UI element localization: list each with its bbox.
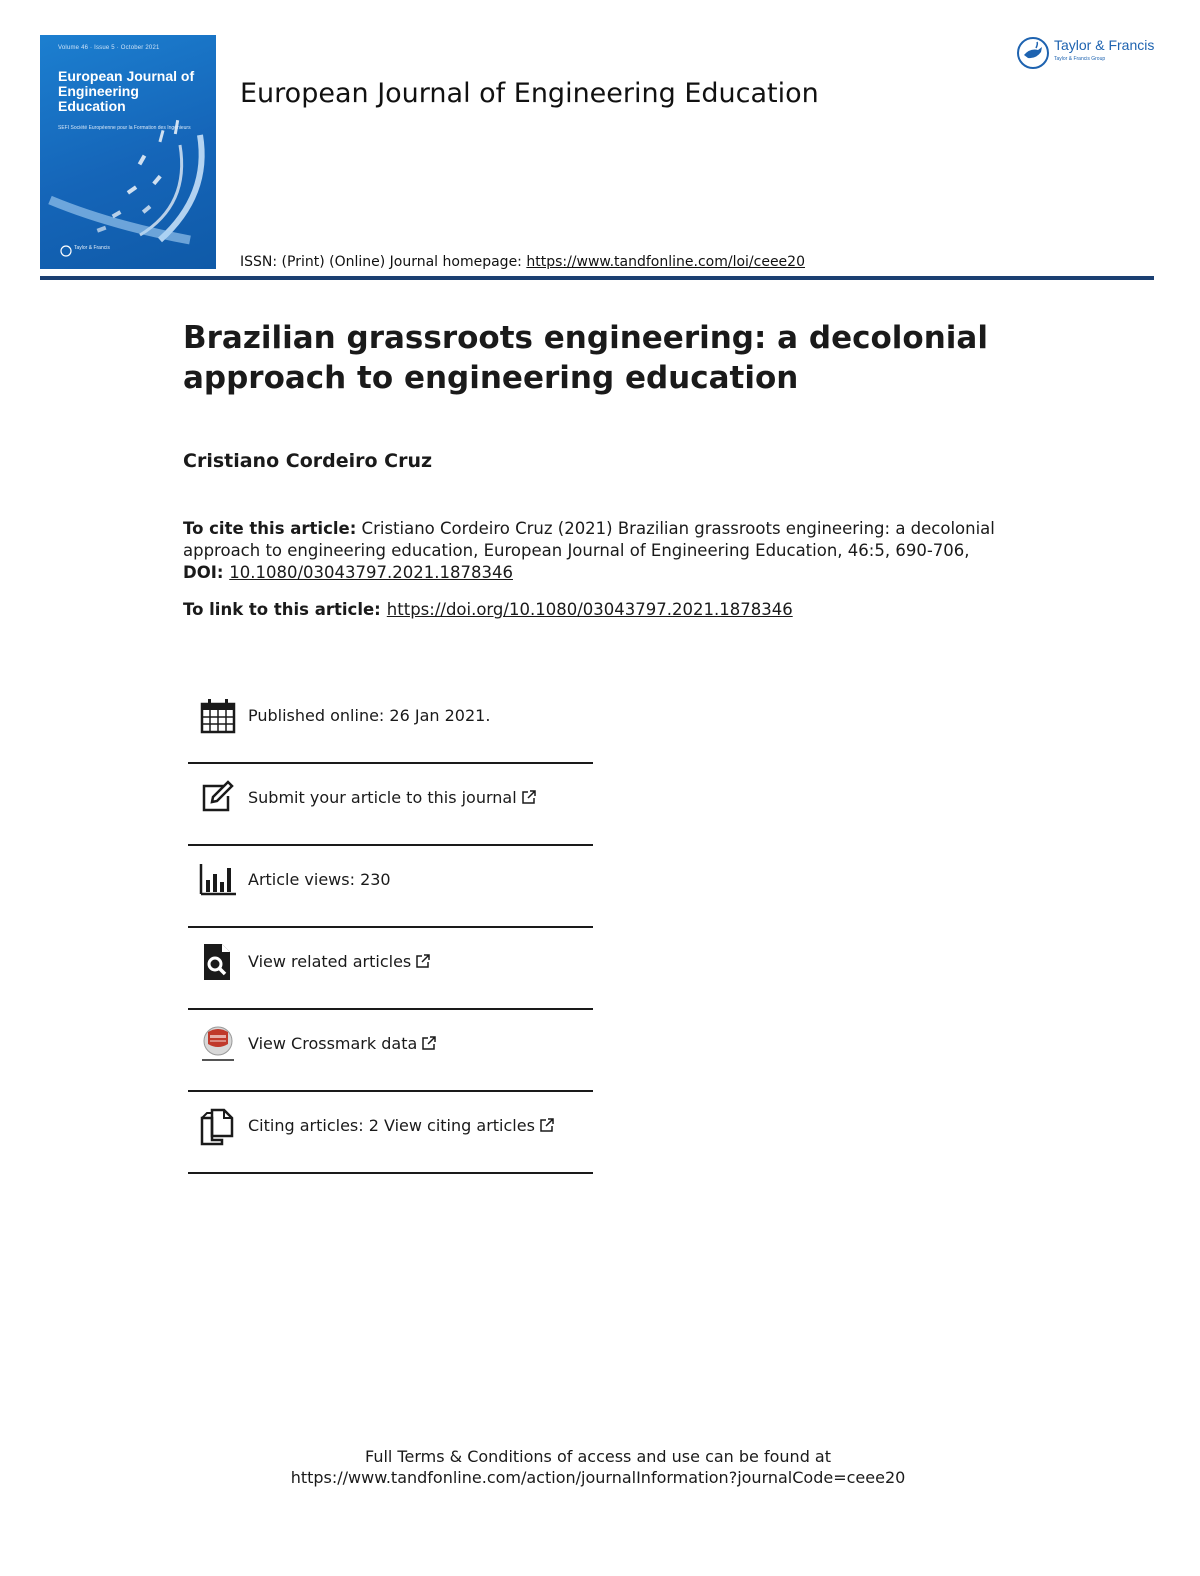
submit-article-label: Submit your article to this journal — [248, 788, 517, 807]
header-divider — [40, 276, 1154, 280]
article-info-list — [188, 682, 593, 1174]
published-date: Published online: 26 Jan 2021. — [248, 706, 491, 725]
cover-journal-title: European Journal of Engineering Education — [58, 68, 195, 114]
related-articles-link[interactable] — [248, 952, 431, 971]
issn-line — [240, 254, 805, 270]
submit-article-row[interactable] — [188, 764, 593, 846]
article-views-row — [188, 846, 593, 928]
journal-homepage-link[interactable]: https://www.tandfonline.com/loi/ceee20 — [526, 254, 805, 270]
citing-articles-label: Citing articles: 2 View citing articles — [248, 1116, 535, 1135]
doi-label: DOI: — [183, 563, 230, 582]
edit-pencil-icon — [198, 778, 238, 818]
crossmark-link[interactable] — [248, 1034, 437, 1053]
cover-society-line: SEFI Société Européenne pour la Formation des Ingénieurs — [58, 125, 191, 131]
publisher-name: Taylor & Francis — [1054, 37, 1155, 53]
article-author: Cristiano Cordeiro Cruz — [183, 450, 433, 472]
bar-chart-icon — [198, 860, 238, 900]
terms-footer — [0, 1446, 1196, 1488]
article-title: Brazilian grassroots engineering: a decolonial approach to engineering education — [183, 320, 988, 396]
citing-articles-link[interactable] — [248, 1116, 555, 1135]
publisher-lamp-icon — [1016, 36, 1050, 70]
external-link-icon — [421, 1035, 437, 1051]
published-row — [188, 682, 593, 764]
external-link-icon — [521, 789, 537, 805]
journal-cover-image — [40, 35, 216, 269]
citation-block — [183, 518, 1003, 584]
terms-url[interactable]: https://www.tandfonline.com/action/journalInformation?journalCode=ceee20 — [290, 1468, 906, 1487]
citing-articles-row[interactable] — [188, 1092, 593, 1174]
related-articles-row[interactable] — [188, 928, 593, 1010]
article-url-link[interactable]: https://doi.org/10.1080/03043797.2021.1878346 — [386, 600, 793, 619]
calendar-icon — [198, 696, 238, 736]
crossmark-row[interactable] — [188, 1010, 593, 1092]
publisher-logo[interactable] — [1016, 36, 1166, 68]
terms-line: Full Terms & Conditions of access and use can be found at — [364, 1447, 832, 1466]
crossmark-icon — [198, 1024, 238, 1064]
related-articles-label: View related articles — [248, 952, 412, 971]
issn-prefix: ISSN: (Print) (Online) Journal homepage: — [240, 254, 527, 270]
article-views-count: Article views: 230 — [248, 870, 391, 889]
submit-article-link[interactable] — [248, 788, 537, 807]
link-label: To link to this article: — [183, 600, 381, 619]
crossmark-label: View Crossmark data — [248, 1034, 418, 1053]
external-link-icon — [415, 953, 431, 969]
cite-label: To cite this article: — [183, 519, 357, 538]
article-link-line — [183, 600, 793, 619]
citing-documents-icon — [198, 1106, 238, 1146]
external-link-icon — [539, 1117, 555, 1133]
document-search-icon — [198, 942, 238, 982]
journal-name: European Journal of Engineering Education — [240, 78, 819, 109]
cite-text: Cristiano Cordeiro Cruz (2021) Brazilian grassroots engineering: a decolonial approach to engineering education, European Journal of Engineering Education, 46:5, 690-706, — [183, 519, 995, 560]
publisher-tagline: Taylor & Francis Group — [1054, 56, 1106, 62]
cover-volume-line: Volume 46 · Issue 5 · October 2021 — [58, 45, 160, 51]
doi-link[interactable]: 10.1080/03043797.2021.1878346 — [229, 563, 513, 582]
cover-publisher-mark: Taylor & Francis — [74, 245, 110, 251]
